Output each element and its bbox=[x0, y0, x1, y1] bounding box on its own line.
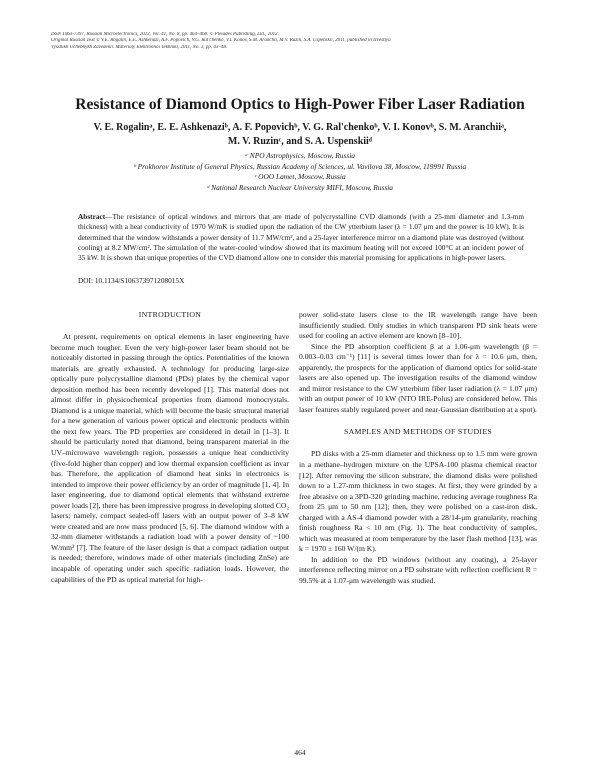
section-heading-samples: SAMPLES AND METHODS OF STUDIES bbox=[343, 427, 493, 437]
abstract-label: Abstract bbox=[78, 212, 106, 221]
authors-line-1: V. E. Rogalinᵃ, E. E. Ashkenaziᵇ, A. F. Popovichᵇ, V. G. Ral'chenkoᵇ, V. I. Konovᵇ, S. M. Aranchiiᵃ, bbox=[93, 122, 507, 133]
abstract bbox=[78, 212, 524, 263]
paragraph-continuation: power solid-state lasers close to the IR wavelength range have been insufficiently studied. Only studies in which transparent PD sink heats were used for cooling an active element are known [8–10]. bbox=[299, 310, 537, 341]
paragraph-samples: PD disks with a 25-mm diameter and thickness up to 1.5 mm were grown in a methane–hydrogen mixture on the UPSA-100 plasma chemical reactor [12]. After removing the silicon substrate, the diamond disks were polished down to a 1.27-mm thickness in two stages. At first, they were grinded by a free abrasive on a 3PD-320 grinding machine, reducing average roughness Ra from 25 μm to 50 nm [12]; then, they were polished on a cast-iron disk, charged with a AS-4 diamond powder with a 28/14-μm granularity, reaching finish roughness Ra < 10 nm (Fig. 1). The heat conductivity of samples, which was measured at room temperature by the laser flash method [13], was k = 1970 ± 160 W/(m K). bbox=[299, 449, 537, 554]
header-line-2: Original Russian Text © V.E. Rogalin, E.E. Ashkenazi, A.F. Popovich, V.G. Ral'chenko, V.I. Konov, S.M. Aranchii, M.V. Ruzin, S.A. Uspenskii, 2011, published in Izvestiya bbox=[51, 38, 391, 44]
paragraph-absorption: Since the PD absorption coefficient β at a 1.06-μm wavelength (β = 0.003–0.03 cm⁻¹) [11] is several times lower than for λ = 10.6 μm, then, apparently, the prospects for the application of diamond optics for solid-state lasers are also opened up. The investigation results of the diamond window and mirror resistance to the CW ytterbium fiber laser radiation (λ = 1.07 μm) with an output power of 10 kW (NTO IRE-Polus) are considered below. This laser features stably regulated power and near-Gaussian distribution at a spot). bbox=[299, 341, 537, 414]
affiliation-a: ᵃ NPO Astrophysics, Moscow, Russia bbox=[245, 151, 355, 160]
left-column bbox=[51, 310, 289, 585]
page-number: 464 bbox=[294, 748, 306, 757]
affiliation-c: ᶜ OOO Lamet, Moscow, Russia bbox=[254, 172, 346, 182]
introduction-paragraph: At present, requirements on optical elements in laser engineering have become much tougher. Even the very high-power laser beam should not be noticeably distorted in passing through the optics. Potentialities of the known materials are greatly exhausted. A technology for producing large-size optically pure polycrystalline diamond (PDs) plates by the chemical vapor deposition method has been recently developed [1]. This material does not almost differ in physicochemical properties from diamond monocrystals. Diamond is a unique material, which will become the basic structural material for a new generation of various power optical and electronic products within the next few years. The PD properties are considered in detail in [1–3]. It should be particularly noted that diamond, being transparent material in the UV–microwave wavelength region, possesses a unique heat conductivity (five-fold higher than copper) and low thermal expansion coefficient as invar has. Therefore, the application of diamond heat sinks in electronics is intended to improve their power efficiency by an order of magnitude [1, 4]. In laser engineering, due to diamond optical elements that withstand extreme power loads [2], there has been impressive progress in developing slotted CO₂ lasers; namely, compact sealed-off lasers with an output power of 3–8 kW were created and are now mass produced [5, 6]. The diamond window with a 32-mm diameter withstands a radiation load with a power density of ~100 W/mm² [7]. The feature of the laser design is that a compact radiation output is needed; therefore, windows made of other materials (including ZnSe) are incapable of operating under such specific radiation loads. However, the capabilities of the PD as optical material for high- bbox=[51, 332, 289, 584]
header-line-3: Vysshikh Uchebnykh Zavedenii. Materialy Elektronnoi Tekhniki, 2011, No. 3, pp. 43–48. bbox=[51, 44, 228, 50]
right-column bbox=[299, 310, 537, 587]
journal-header bbox=[51, 32, 561, 51]
affiliation-d: ᵈ National Research Nuclear University MIFI, Moscow, Russia bbox=[207, 182, 393, 192]
section-heading-introduction: INTRODUCTION bbox=[138, 310, 202, 319]
doi: DOI: 10.1134/S106373971208015X bbox=[78, 276, 185, 285]
header-line-1: ISSN 1063-7397, Russian Microelectronics, 2012, Vol. 41, No. 8, pp. 464–468. © Pleiades Publishing, Ltd., 2012. bbox=[51, 32, 279, 37]
authors-line-2: M. V. Ruzinᶜ, and S. A. Uspenskiiᵈ bbox=[227, 136, 373, 147]
abstract-text: —The resistance of optical windows and mirrors that are made of polycrystalline CVD diamonds (with a 25-mm diameter and 1.3-mm thickness) with a heat conductivity of 1970 W/mK is studied upon the radiation of the CW ytterbium laser (λ = 1.07 μm and the power is 10 kW). It is determined that the window withstands a power density of 11.7 MW/cm², and a 25-layer interference mirror on a diamond plate was destroyed (without cooling) at 8.2 MW/cm². The simulation of the water-cooled window showed that its maximum heating will not exceed 100°C at an incident power of 35 kW. It is shown that unique properties of the CVD diamond allow one to consider this material promising for applications in high-power lasers. bbox=[78, 212, 524, 263]
paragraph-mirror: In addition to the PD windows (without any coating), a 25-layer interference reflecting mirror on a PD substrate with reflection coefficient R = 99.5% at a 1.07-μm wavelength was studied. bbox=[299, 554, 537, 586]
affiliations bbox=[40, 151, 560, 193]
author-list bbox=[40, 121, 560, 149]
affiliation-b: ᵇ Prokhorov Institute of General Physics, Russian Academy of Sciences, ul. Vavilova 38, Moscow, 119991 Russia bbox=[133, 161, 467, 171]
article-title: Resistance of Diamond Optics to High-Power Fiber Laser Radiation bbox=[75, 96, 525, 113]
